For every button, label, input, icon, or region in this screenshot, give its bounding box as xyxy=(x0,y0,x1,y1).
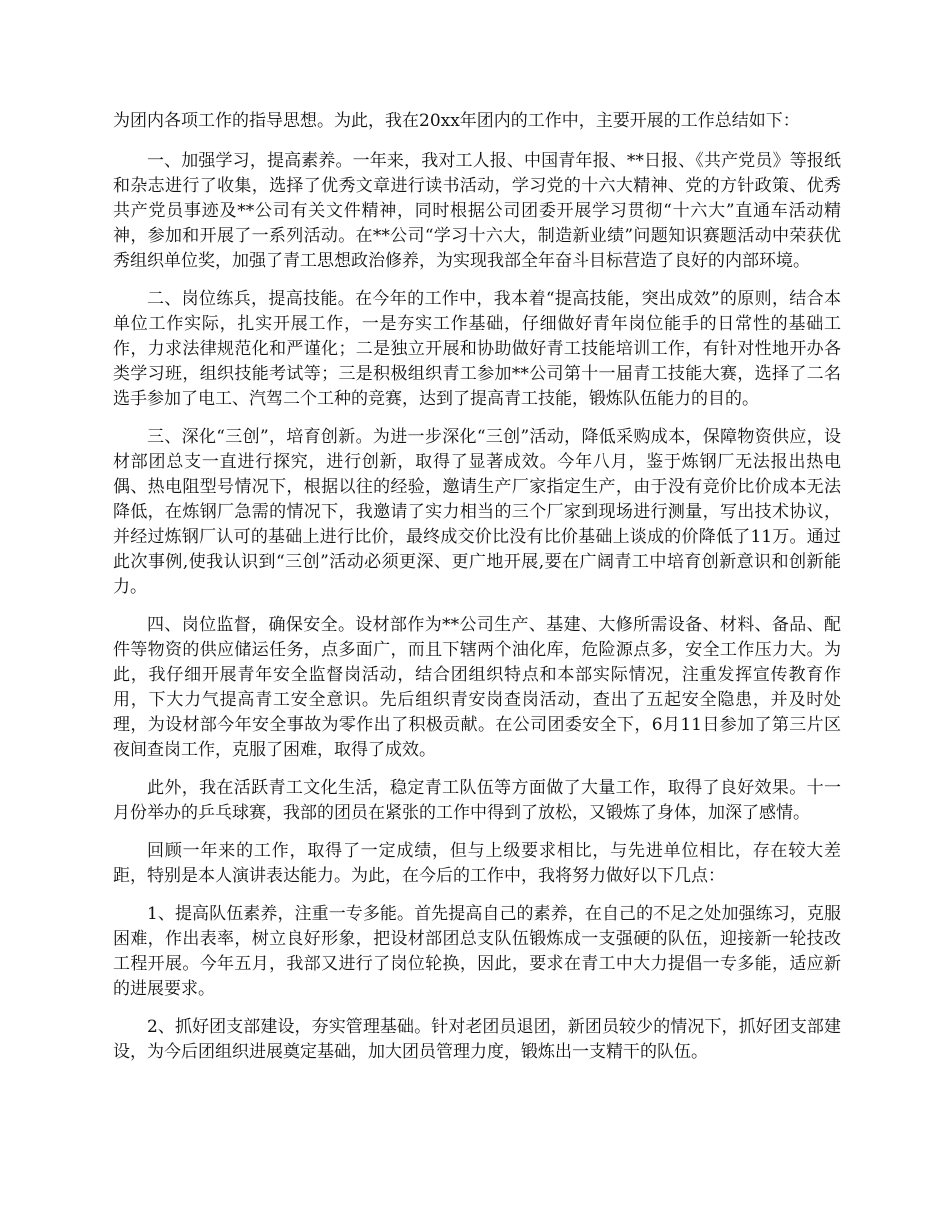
paragraph-study: 一、加强学习，提高素养。一年来，我对工人报、中国青年报、**日报、《共产党员》等报纸和杂志进行了收集，选择了优秀文章进行读书活动，学习党的十六大精神、党的方针政策、优秀共产党员事迹及**公司有关文件精神，同时根据公司团委开展学习贯彻“十六大”直通车活动精神，参加和开展了一系列活动。在**公司“学习十六大，制造新业绩”问题知识赛题活动中荣获优秀组织单位奖，加强了青工思想政治修养，为实现我部全年奋斗目标营造了良好的内部环境。 xyxy=(113,151,841,271)
paragraph-innovation: 三、深化“三创”，培育创新。为进一步深化“三创”活动，降低采购成本，保障物资供应，设材部团总支一直进行探究，进行创新，取得了显著成效。今年八月，鉴于炼钢厂无法报出热电偶、热电阻型号情况下，根据以往的经验，邀请生产厂家指定生产，由于没有竞价比价成本无法降低，在炼钢厂急需的情况下，我邀请了实力相当的三个厂家到现场进行测量，写出技术协议，并经过炼钢厂认可的基础上进行比价，最终成交价比没有比价基础上谈成的价降低了11万。通过此次事例,使我认识到“三创”活动必须更深、更广地开展,要在广阔青工中培育创新意识和创新能力。 xyxy=(113,427,841,597)
paragraph-culture: 此外，我在活跃青工文化生活，稳定青工队伍等方面做了大量工作，取得了良好效果。十一月份举办的乒乓球赛，我部的团员在紧张的工作中得到了放松，又锻炼了身体，加深了感情。 xyxy=(113,778,841,823)
paragraph-intro: 为团内各项工作的指导思想。为此，我在20xx年团内的工作中，主要开展的工作总结如下： xyxy=(113,111,800,131)
paragraph-skills: 二、岗位练兵，提高技能。在今年的工作中，我本着“提高技能，突出成效”的原则，结合本单位工作实际，扎实开展工作，一是夯实工作基础，仔细做好青年岗位能手的日常性的基础工作，力求法律规范化和严谨化；二是独立开展和协助做好青工技能培训工作，有针对性地开办各类学习班，组织技能考试等；三是积极组织青工参加**公司第十一届青工技能大赛，选择了二名选手参加了电工、汽驾二个工种的竞赛，达到了提高青工技能，锻炼队伍能力的目的。 xyxy=(113,289,841,409)
paragraph-plan-1: 1、提高队伍素养，注重一专多能。首先提高自己的素养，在自己的不足之处加强练习，克服困难，作出表率，树立良好形象，把设材部团总支队伍锻炼成一支强硬的队伍，迎接新一轮技改工程开展。今年五月，我部又进行了岗位轮换，因此，要求在青工中大力提倡一专多能，适应新的进展要求。 xyxy=(113,904,841,999)
document-body xyxy=(113,109,841,1078)
paragraph-review: 回顾一年来的工作，取得了一定成绩，但与上级要求相比，与先进单位相比，存在较大差距，特别是本人演讲表达能力。为此，在今后的工作中，我将努力做好以下几点： xyxy=(113,841,841,886)
paragraph-safety: 四、岗位监督，确保安全。设材部作为**公司生产、基建、大修所需设备、材料、备品、配件等物资的供应储运任务，点多面广，而且下辖两个油化库，危险源点多，安全工作压力大。为此，我仔细开展青年安全监督岗活动，结合团组织特点和本部实际情况，注重发挥宣传教育作用，下大力气提高青工安全意识。先后组织青安岗查岗活动，查出了五起安全隐患，并及时处理，为设材部今年安全事故为零作出了积极贡献。在公司团委安全下，6月11日参加了第三片区夜间查岗工作，克服了困难，取得了成效。 xyxy=(113,615,841,760)
paragraph-plan-2: 2、抓好团支部建设，夯实管理基础。针对老团员退团，新团员较少的情况下，抓好团支部建设，为今后团组织进展奠定基础，加大团员管理力度，锻炼出一支精干的队伍。 xyxy=(113,1017,841,1062)
